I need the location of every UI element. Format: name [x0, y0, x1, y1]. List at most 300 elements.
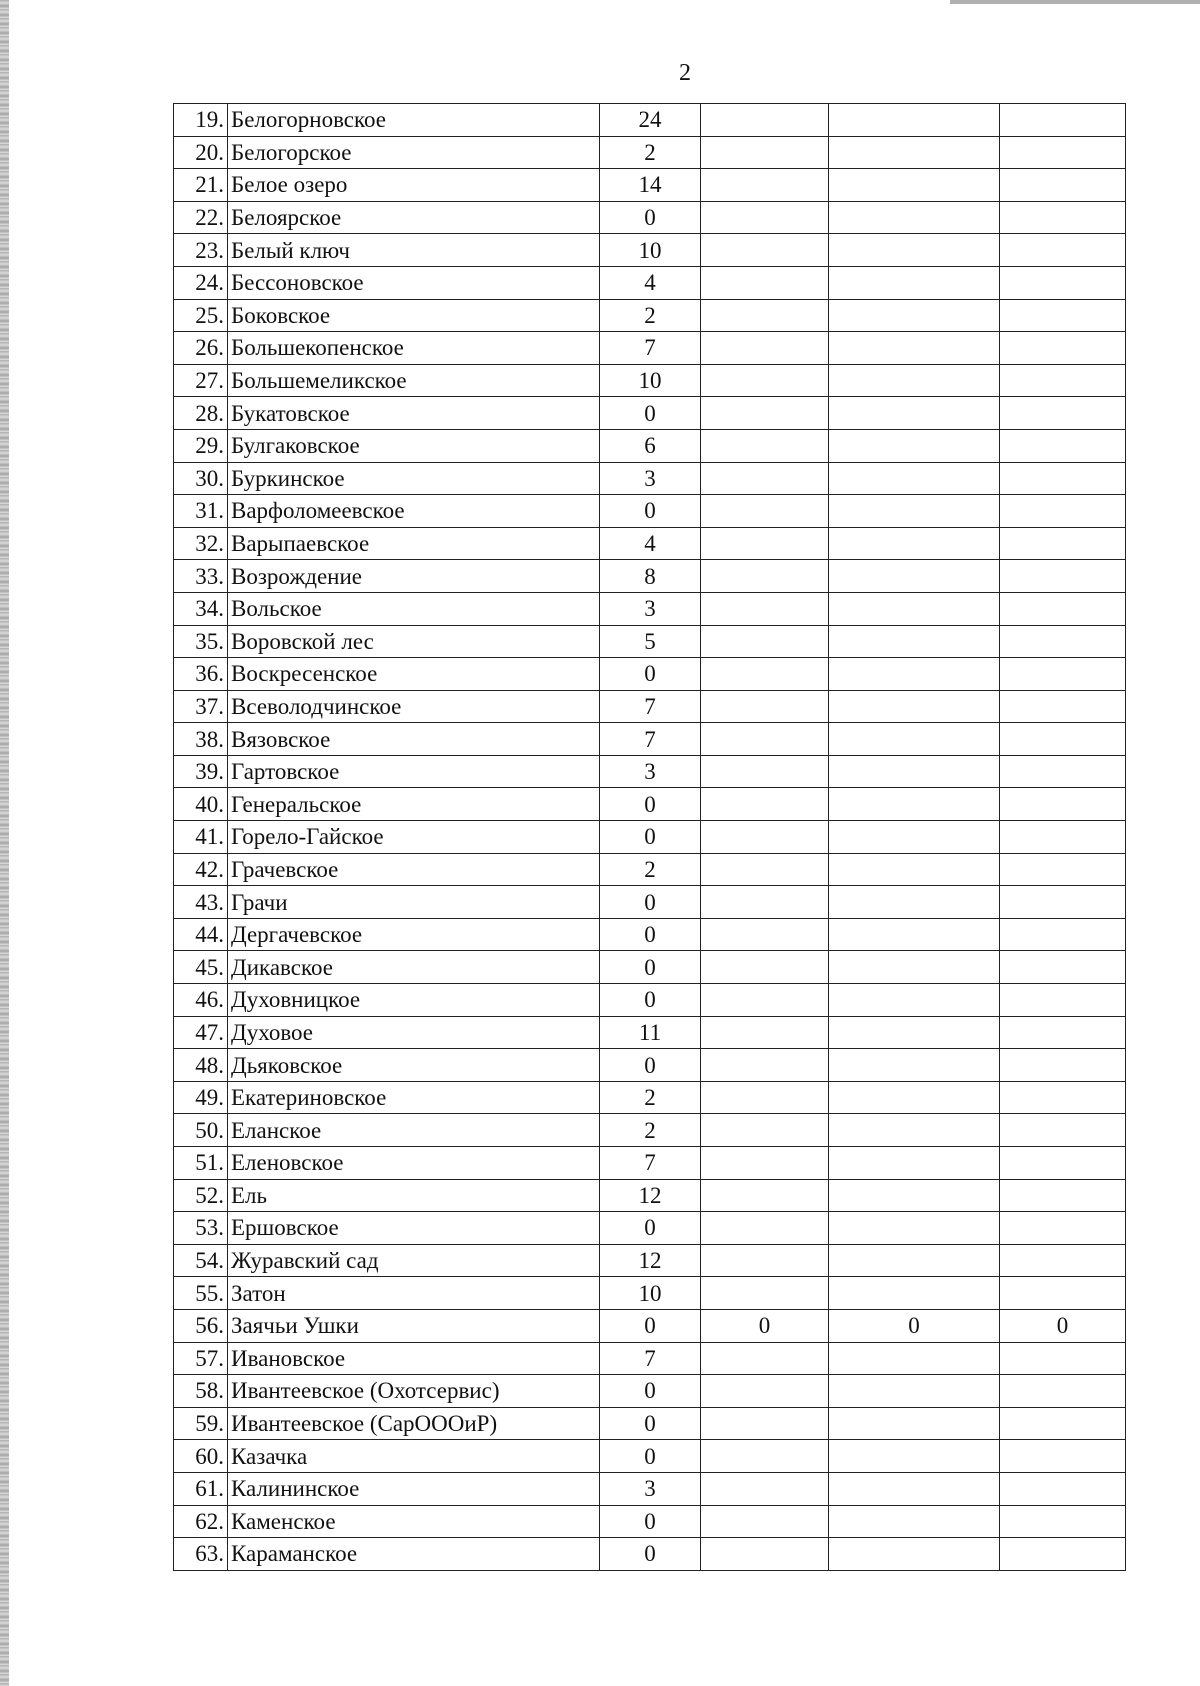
extra-cell-2 [829, 560, 1000, 593]
count-cell: 0 [600, 397, 701, 430]
table-body [174, 104, 1126, 1571]
row-number-cell: 56. [174, 1309, 228, 1342]
extra-cell-2 [829, 1049, 1000, 1082]
row-number-cell: 38. [174, 723, 228, 756]
hunting-ground-name-cell: Дикавское [228, 951, 600, 984]
row-number-cell: 54. [174, 1244, 228, 1277]
extra-cell-3 [1000, 1407, 1126, 1440]
hunting-ground-name-cell: Вольское [228, 592, 600, 625]
row-number-cell: 57. [174, 1342, 228, 1375]
extra-cell-3 [1000, 951, 1126, 984]
row-number-cell: 23. [174, 234, 228, 267]
extra-cell-2 [829, 1375, 1000, 1408]
extra-cell-3 [1000, 984, 1126, 1017]
row-number-cell: 59. [174, 1407, 228, 1440]
extra-cell-3 [1000, 1342, 1126, 1375]
hunting-ground-name-cell: Затон [228, 1277, 600, 1310]
extra-cell-2 [829, 658, 1000, 691]
hunting-ground-name-cell: Грачевское [228, 853, 600, 886]
row-number-cell: 39. [174, 755, 228, 788]
hunting-ground-name-cell: Булгаковское [228, 429, 600, 462]
hunting-ground-name-cell: Бессоновское [228, 266, 600, 299]
extra-cell-1 [701, 592, 829, 625]
table-row [174, 266, 1126, 299]
count-cell: 10 [600, 234, 701, 267]
table-row [174, 429, 1126, 462]
row-number-cell: 46. [174, 984, 228, 1017]
extra-cell-1 [701, 951, 829, 984]
row-number-cell: 37. [174, 690, 228, 723]
row-number-cell: 63. [174, 1538, 228, 1571]
extra-cell-3 [1000, 1505, 1126, 1538]
extra-cell-3 [1000, 1081, 1126, 1114]
extra-cell-3 [1000, 1538, 1126, 1571]
table-row [174, 755, 1126, 788]
count-cell: 4 [600, 266, 701, 299]
table-row [174, 1244, 1126, 1277]
row-number-cell: 55. [174, 1277, 228, 1310]
extra-cell-2 [829, 1081, 1000, 1114]
extra-cell-3 [1000, 299, 1126, 332]
extra-cell-2 [829, 625, 1000, 658]
extra-cell-2 [829, 332, 1000, 365]
table-row [174, 136, 1126, 169]
extra-cell-3 [1000, 1244, 1126, 1277]
extra-cell-3 [1000, 918, 1126, 951]
extra-cell-2 [829, 299, 1000, 332]
extra-cell-2 [829, 1016, 1000, 1049]
hunting-ground-name-cell: Буркинское [228, 462, 600, 495]
row-number-cell: 44. [174, 918, 228, 951]
hunting-ground-name-cell: Еланское [228, 1114, 600, 1147]
row-number-cell: 27. [174, 364, 228, 397]
extra-cell-1 [701, 1342, 829, 1375]
extra-cell-3 [1000, 821, 1126, 854]
row-number-cell: 35. [174, 625, 228, 658]
extra-cell-3 [1000, 136, 1126, 169]
table-row [174, 625, 1126, 658]
extra-cell-3 [1000, 234, 1126, 267]
extra-cell-2 [829, 201, 1000, 234]
count-cell: 10 [600, 1277, 701, 1310]
count-cell: 3 [600, 755, 701, 788]
row-number-cell: 45. [174, 951, 228, 984]
row-number-cell: 47. [174, 1016, 228, 1049]
extra-cell-3 [1000, 332, 1126, 365]
extra-cell-3 [1000, 201, 1126, 234]
table-row [174, 853, 1126, 886]
table-row [174, 1375, 1126, 1408]
hunting-ground-name-cell: Екатериновское [228, 1081, 600, 1114]
extra-cell-1 [701, 886, 829, 919]
table-row [174, 788, 1126, 821]
hunting-ground-name-cell: Ивантеевское (СарОООиР) [228, 1407, 600, 1440]
count-cell: 3 [600, 592, 701, 625]
hunting-ground-name-cell: Вязовское [228, 723, 600, 756]
extra-cell-2 [829, 364, 1000, 397]
row-number-cell: 25. [174, 299, 228, 332]
extra-cell-3: 0 [1000, 1309, 1126, 1342]
hunting-ground-name-cell: Ивановское [228, 1342, 600, 1375]
extra-cell-2 [829, 690, 1000, 723]
extra-cell-2 [829, 1505, 1000, 1538]
extra-cell-1 [701, 853, 829, 886]
table-row [174, 658, 1126, 691]
extra-cell-2 [829, 104, 1000, 137]
extra-cell-1 [701, 1114, 829, 1147]
count-cell: 0 [600, 495, 701, 528]
extra-cell-1 [701, 266, 829, 299]
extra-cell-1 [701, 658, 829, 691]
count-cell: 0 [600, 1407, 701, 1440]
row-number-cell: 21. [174, 169, 228, 202]
table-row [174, 495, 1126, 528]
extra-cell-2 [829, 495, 1000, 528]
extra-cell-1 [701, 1472, 829, 1505]
extra-cell-2 [829, 1277, 1000, 1310]
count-cell: 2 [600, 136, 701, 169]
extra-cell-2 [829, 397, 1000, 430]
extra-cell-1 [701, 1016, 829, 1049]
row-number-cell: 58. [174, 1375, 228, 1408]
table-row [174, 201, 1126, 234]
hunting-ground-name-cell: Калининское [228, 1472, 600, 1505]
extra-cell-2 [829, 788, 1000, 821]
count-cell: 0 [600, 1505, 701, 1538]
extra-cell-1 [701, 299, 829, 332]
count-cell: 6 [600, 429, 701, 462]
count-cell: 0 [600, 951, 701, 984]
extra-cell-3 [1000, 560, 1126, 593]
count-cell: 0 [600, 886, 701, 919]
extra-cell-2 [829, 234, 1000, 267]
extra-cell-3 [1000, 169, 1126, 202]
extra-cell-1 [701, 1505, 829, 1538]
hunting-ground-name-cell: Боковское [228, 299, 600, 332]
extra-cell-2 [829, 1538, 1000, 1571]
row-number-cell: 48. [174, 1049, 228, 1082]
count-cell: 12 [600, 1179, 701, 1212]
table-row [174, 886, 1126, 919]
row-number-cell: 50. [174, 1114, 228, 1147]
hunting-ground-name-cell: Воскресенское [228, 658, 600, 691]
hunting-ground-name-cell: Заячьи Ушки [228, 1309, 600, 1342]
extra-cell-2 [829, 723, 1000, 756]
table-row [174, 299, 1126, 332]
hunting-ground-name-cell: Большемеликское [228, 364, 600, 397]
row-number-cell: 29. [174, 429, 228, 462]
row-number-cell: 30. [174, 462, 228, 495]
hunting-ground-name-cell: Журавский сад [228, 1244, 600, 1277]
row-number-cell: 33. [174, 560, 228, 593]
row-number-cell: 43. [174, 886, 228, 919]
extra-cell-2 [829, 1244, 1000, 1277]
extra-cell-3 [1000, 1212, 1126, 1245]
count-cell: 0 [600, 1049, 701, 1082]
hunting-ground-name-cell: Большекопенское [228, 332, 600, 365]
extra-cell-3 [1000, 1016, 1126, 1049]
table-row [174, 104, 1126, 137]
hunting-ground-name-cell: Дьяковское [228, 1049, 600, 1082]
hunting-ground-name-cell: Ивантеевское (Охотсервис) [228, 1375, 600, 1408]
extra-cell-2: 0 [829, 1309, 1000, 1342]
extra-cell-2 [829, 918, 1000, 951]
extra-cell-2 [829, 592, 1000, 625]
extra-cell-3 [1000, 1472, 1126, 1505]
count-cell: 0 [600, 821, 701, 854]
extra-cell-3 [1000, 1179, 1126, 1212]
extra-cell-1: 0 [701, 1309, 829, 1342]
extra-cell-2 [829, 136, 1000, 169]
table-row [174, 1147, 1126, 1180]
table-row [174, 1440, 1126, 1473]
count-cell: 2 [600, 299, 701, 332]
count-cell: 0 [600, 1309, 701, 1342]
hunting-ground-name-cell: Генеральское [228, 788, 600, 821]
row-number-cell: 61. [174, 1472, 228, 1505]
hunting-ground-name-cell: Белый ключ [228, 234, 600, 267]
extra-cell-2 [829, 1342, 1000, 1375]
extra-cell-1 [701, 1212, 829, 1245]
count-cell: 7 [600, 690, 701, 723]
count-cell: 3 [600, 1472, 701, 1505]
row-number-cell: 24. [174, 266, 228, 299]
extra-cell-2 [829, 1472, 1000, 1505]
count-cell: 7 [600, 723, 701, 756]
count-cell: 0 [600, 1212, 701, 1245]
count-cell: 0 [600, 984, 701, 1017]
hunting-ground-name-cell: Еленовское [228, 1147, 600, 1180]
row-number-cell: 52. [174, 1179, 228, 1212]
extra-cell-3 [1000, 527, 1126, 560]
table-row [174, 1081, 1126, 1114]
extra-cell-1 [701, 1179, 829, 1212]
extra-cell-3 [1000, 690, 1126, 723]
extra-cell-3 [1000, 592, 1126, 625]
scan-edge-left [0, 0, 9, 1686]
hunting-ground-name-cell: Ель [228, 1179, 600, 1212]
hunting-ground-name-cell: Гартовское [228, 755, 600, 788]
table-row [174, 1505, 1126, 1538]
extra-cell-3 [1000, 788, 1126, 821]
extra-cell-3 [1000, 266, 1126, 299]
count-cell: 0 [600, 788, 701, 821]
table-row [174, 690, 1126, 723]
count-cell: 0 [600, 1440, 701, 1473]
table-row [174, 592, 1126, 625]
table-row [174, 1342, 1126, 1375]
count-cell: 7 [600, 1147, 701, 1180]
extra-cell-1 [701, 1147, 829, 1180]
extra-cell-1 [701, 1244, 829, 1277]
hunting-ground-name-cell: Белогорновское [228, 104, 600, 137]
row-number-cell: 19. [174, 104, 228, 137]
extra-cell-1 [701, 755, 829, 788]
hunting-ground-name-cell: Варыпаевское [228, 527, 600, 560]
extra-cell-1 [701, 234, 829, 267]
extra-cell-1 [701, 788, 829, 821]
count-cell: 7 [600, 1342, 701, 1375]
count-cell: 12 [600, 1244, 701, 1277]
extra-cell-2 [829, 1114, 1000, 1147]
count-cell: 2 [600, 1114, 701, 1147]
table-row [174, 332, 1126, 365]
row-number-cell: 22. [174, 201, 228, 234]
hunting-ground-name-cell: Ершовское [228, 1212, 600, 1245]
extra-cell-3 [1000, 853, 1126, 886]
data-table [173, 103, 1126, 1571]
row-number-cell: 42. [174, 853, 228, 886]
extra-cell-1 [701, 1375, 829, 1408]
count-cell: 7 [600, 332, 701, 365]
table-row [174, 560, 1126, 593]
row-number-cell: 41. [174, 821, 228, 854]
extra-cell-1 [701, 462, 829, 495]
extra-cell-3 [1000, 104, 1126, 137]
table-row [174, 1114, 1126, 1147]
extra-cell-2 [829, 266, 1000, 299]
extra-cell-1 [701, 1081, 829, 1114]
hunting-ground-name-cell: Возрождение [228, 560, 600, 593]
hunting-ground-name-cell: Каменское [228, 1505, 600, 1538]
row-number-cell: 60. [174, 1440, 228, 1473]
count-cell: 24 [600, 104, 701, 137]
table-row [174, 1407, 1126, 1440]
extra-cell-1 [701, 364, 829, 397]
extra-cell-1 [701, 169, 829, 202]
row-number-cell: 34. [174, 592, 228, 625]
row-number-cell: 31. [174, 495, 228, 528]
extra-cell-2 [829, 853, 1000, 886]
hunting-ground-name-cell: Духовницкое [228, 984, 600, 1017]
extra-cell-3 [1000, 1375, 1126, 1408]
extra-cell-2 [829, 821, 1000, 854]
extra-cell-1 [701, 332, 829, 365]
row-number-cell: 51. [174, 1147, 228, 1180]
extra-cell-3 [1000, 1440, 1126, 1473]
extra-cell-1 [701, 723, 829, 756]
table-row [174, 527, 1126, 560]
extra-cell-1 [701, 429, 829, 462]
scan-edge-top [950, 0, 1200, 4]
count-cell: 14 [600, 169, 701, 202]
row-number-cell: 40. [174, 788, 228, 821]
count-cell: 4 [600, 527, 701, 560]
row-number-cell: 49. [174, 1081, 228, 1114]
extra-cell-3 [1000, 364, 1126, 397]
count-cell: 0 [600, 658, 701, 691]
extra-cell-1 [701, 1277, 829, 1310]
extra-cell-2 [829, 755, 1000, 788]
hunting-ground-name-cell: Варфоломеевское [228, 495, 600, 528]
count-cell: 2 [600, 1081, 701, 1114]
hunting-ground-name-cell: Воровской лес [228, 625, 600, 658]
table-row [174, 1179, 1126, 1212]
extra-cell-2 [829, 1212, 1000, 1245]
row-number-cell: 28. [174, 397, 228, 430]
extra-cell-1 [701, 1440, 829, 1473]
extra-cell-1 [701, 1049, 829, 1082]
extra-cell-3 [1000, 462, 1126, 495]
table-row [174, 462, 1126, 495]
hunting-ground-name-cell: Белое озеро [228, 169, 600, 202]
extra-cell-3 [1000, 1114, 1126, 1147]
extra-cell-2 [829, 1440, 1000, 1473]
hunting-ground-name-cell: Дергачевское [228, 918, 600, 951]
count-cell: 0 [600, 1538, 701, 1571]
table-row [174, 1212, 1126, 1245]
extra-cell-2 [829, 429, 1000, 462]
row-number-cell: 26. [174, 332, 228, 365]
count-cell: 0 [600, 1375, 701, 1408]
count-cell: 2 [600, 853, 701, 886]
count-cell: 10 [600, 364, 701, 397]
hunting-ground-name-cell: Всеволодчинское [228, 690, 600, 723]
extra-cell-3 [1000, 397, 1126, 430]
table-row [174, 1472, 1126, 1505]
extra-cell-3 [1000, 886, 1126, 919]
table-row [174, 169, 1126, 202]
extra-cell-2 [829, 1407, 1000, 1440]
row-number-cell: 20. [174, 136, 228, 169]
extra-cell-2 [829, 984, 1000, 1017]
hunting-ground-name-cell: Караманское [228, 1538, 600, 1571]
extra-cell-2 [829, 1179, 1000, 1212]
hunting-ground-name-cell: Белогорское [228, 136, 600, 169]
extra-cell-2 [829, 951, 1000, 984]
extra-cell-1 [701, 527, 829, 560]
hunting-ground-name-cell: Горело-Гайское [228, 821, 600, 854]
count-cell: 3 [600, 462, 701, 495]
table-row [174, 951, 1126, 984]
page-number: 2 [679, 60, 691, 86]
extra-cell-1 [701, 821, 829, 854]
table-row [174, 364, 1126, 397]
table-row [174, 234, 1126, 267]
extra-cell-3 [1000, 429, 1126, 462]
extra-cell-3 [1000, 1147, 1126, 1180]
extra-cell-1 [701, 560, 829, 593]
row-number-cell: 62. [174, 1505, 228, 1538]
extra-cell-3 [1000, 1277, 1126, 1310]
hunting-ground-name-cell: Духовое [228, 1016, 600, 1049]
extra-cell-1 [701, 1407, 829, 1440]
count-cell: 8 [600, 560, 701, 593]
table-row [174, 1538, 1126, 1571]
extra-cell-2 [829, 527, 1000, 560]
extra-cell-1 [701, 495, 829, 528]
extra-cell-3 [1000, 723, 1126, 756]
extra-cell-1 [701, 201, 829, 234]
extra-cell-1 [701, 104, 829, 137]
extra-cell-1 [701, 625, 829, 658]
row-number-cell: 32. [174, 527, 228, 560]
hunting-ground-name-cell: Букатовское [228, 397, 600, 430]
extra-cell-1 [701, 984, 829, 1017]
extra-cell-1 [701, 1538, 829, 1571]
row-number-cell: 36. [174, 658, 228, 691]
table-row [174, 1309, 1126, 1342]
extra-cell-3 [1000, 1049, 1126, 1082]
extra-cell-1 [701, 136, 829, 169]
extra-cell-1 [701, 918, 829, 951]
extra-cell-2 [829, 886, 1000, 919]
count-cell: 11 [600, 1016, 701, 1049]
table-row [174, 723, 1126, 756]
hunting-ground-name-cell: Казачка [228, 1440, 600, 1473]
hunting-ground-name-cell: Белоярское [228, 201, 600, 234]
extra-cell-2 [829, 1147, 1000, 1180]
